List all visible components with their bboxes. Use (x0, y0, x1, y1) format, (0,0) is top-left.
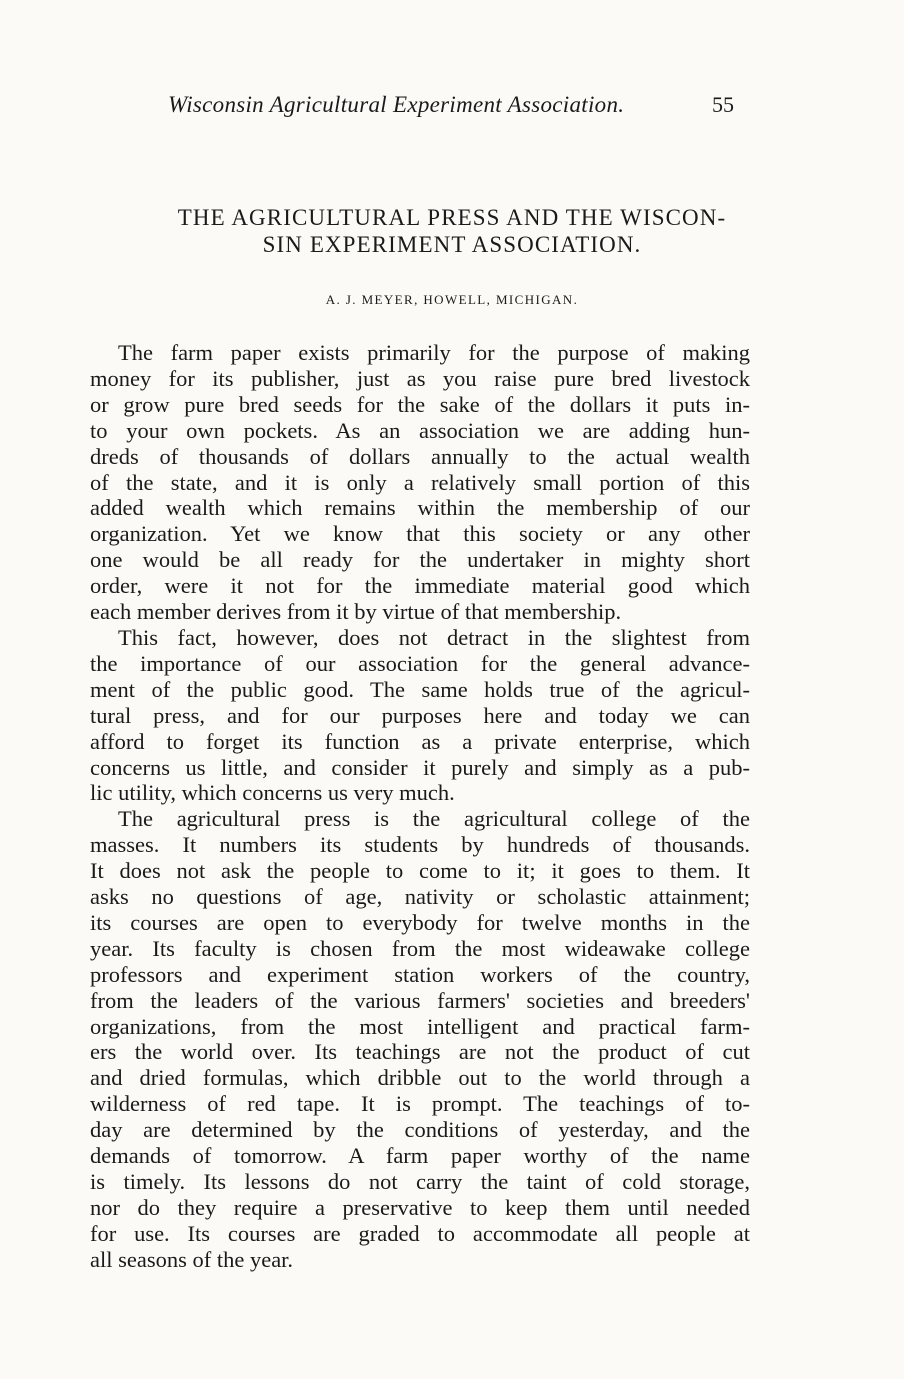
paragraph-line: nor do they require a preservative to keep them until needed (90, 1194, 750, 1220)
paragraph-line: money for its publisher, just as you raise pure bred livestock (90, 365, 750, 391)
page-number: 55 (712, 92, 734, 117)
paragraph-line: order, were it not for the immediate material good which (90, 573, 750, 599)
paragraph-line: wilderness of red tape. It is prompt. The teachings of to- (90, 1091, 750, 1117)
article-body (90, 340, 750, 1273)
paragraph (90, 625, 750, 806)
paragraph-line: The farm paper exists primarily for the purpose of making (118, 340, 750, 365)
paragraph-line: dreds of thousands of dollars annually to the actual wealth (90, 443, 750, 469)
paragraph-line: asks no questions of age, nativity or scholastic attainment; (90, 884, 750, 910)
paragraph-line: lic utility, which concerns us very much. (90, 780, 455, 806)
running-head-title: Wisconsin Agricultural Experiment Association. (168, 92, 625, 117)
paragraph-line: the importance of our association for the general advance- (90, 650, 750, 676)
paragraph-line: organization. Yet we know that this society or any other (90, 521, 750, 547)
paragraph-line: The agricultural press is the agricultural college of the (118, 806, 750, 832)
paragraph (90, 340, 750, 625)
byline: A. J. MEYER, HOWELL, MICHIGAN. (325, 292, 579, 307)
article-title-line: SIN EXPERIMENT ASSOCIATION. (262, 232, 642, 257)
paragraph-line: organizations, from the most intelligent and practical farm- (90, 1013, 750, 1039)
article-title-line: THE AGRICULTURAL PRESS AND THE WISCON- (177, 205, 727, 230)
paragraph (90, 806, 750, 1272)
paragraph-line: professors and experiment station workers of the country, (90, 961, 750, 987)
paragraph-line: It does not ask the people to come to it; it goes to them. It (90, 858, 750, 884)
paragraph-line: demands of tomorrow. A farm paper worthy of the name (90, 1143, 750, 1169)
paragraph-line: This fact, however, does not detract in the slightest from (118, 624, 750, 650)
paragraph-line: ment of the public good. The same holds true of the agricul- (90, 676, 750, 702)
article-title (80, 204, 824, 258)
paragraph-line: or grow pure bred seeds for the sake of the dollars it puts in- (90, 391, 750, 417)
paragraph-line: is timely. Its lessons do not carry the taint of cold storage, (90, 1169, 750, 1194)
paragraph-line: to your own pockets. As an association we are adding hun- (90, 417, 750, 443)
paragraph-line: added wealth which remains within the membership of our (90, 495, 750, 521)
paragraph-line: afford to forget its function as a private enterprise, which (90, 728, 750, 754)
paragraph-line: of the state, and it is only a relatively small portion of this (90, 469, 750, 495)
paragraph-line: each member derives from it by virtue of that membership. (90, 599, 622, 625)
paragraph-line: for use. Its courses are graded to accommodate all people at (90, 1220, 750, 1246)
paragraph-line: day are determined by the conditions of yesterday, and the (90, 1117, 750, 1143)
paragraph-line: year. Its faculty is chosen from the most wideawake college (90, 935, 750, 961)
running-head (0, 92, 904, 126)
paragraph-line: tural press, and for our purposes here and today we can (90, 702, 750, 728)
paragraph-line: and dried formulas, which dribble out to the world through a (90, 1065, 750, 1091)
paragraph-line: one would be all ready for the undertaker in mighty short (90, 547, 750, 573)
paragraph-line: masses. It numbers its students by hundreds of thousands. (90, 832, 750, 858)
paragraph-line: ers the world over. Its teachings are not the product of cut (90, 1039, 750, 1065)
paragraph-line: concerns us little, and consider it purely and simply as a pub- (90, 754, 750, 780)
paragraph-line: all seasons of the year. (90, 1246, 294, 1272)
paragraph-line: from the leaders of the various farmers' societies and breeders' (90, 987, 750, 1013)
paragraph-line: its courses are open to everybody for twelve months in the (90, 909, 750, 935)
